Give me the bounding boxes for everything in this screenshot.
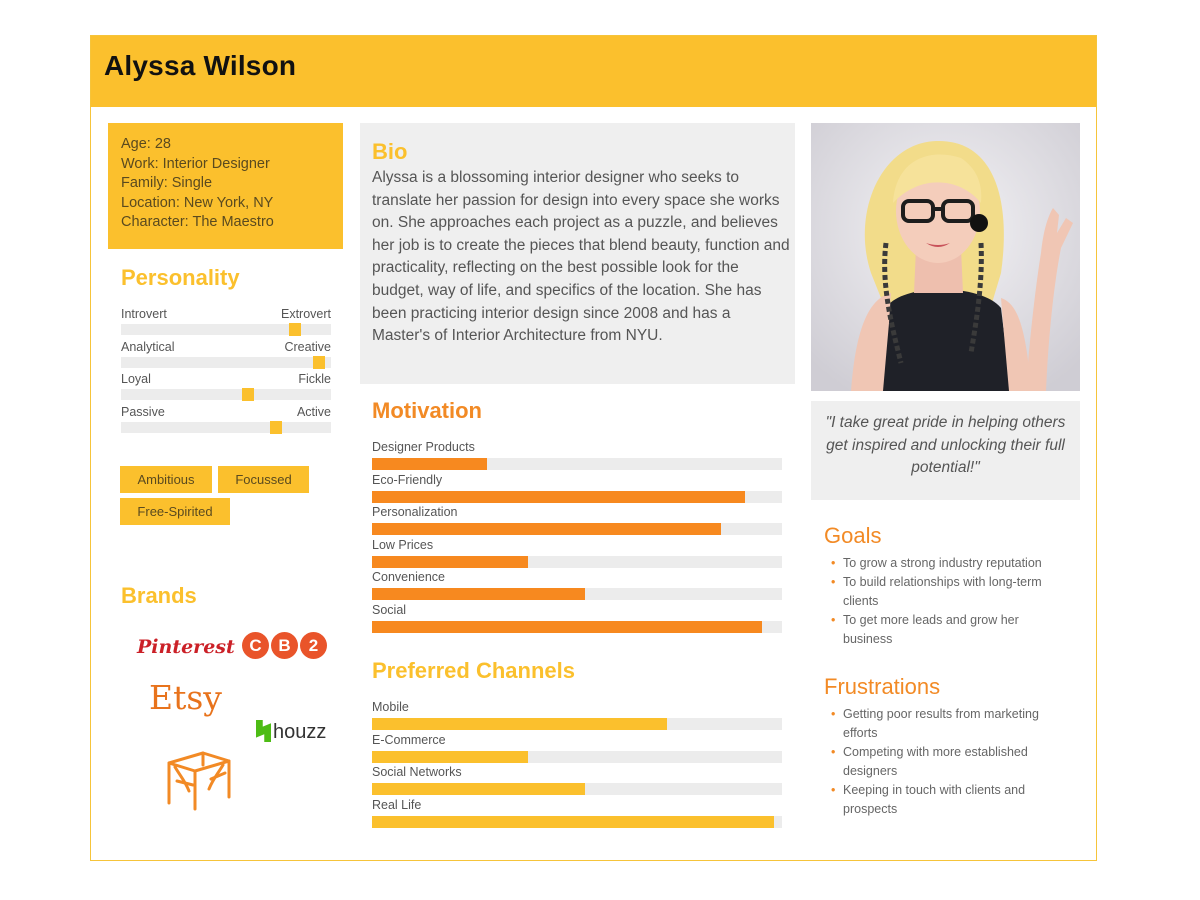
bar-fill xyxy=(372,783,585,795)
bar-label: Real Life xyxy=(372,797,422,812)
motivation-row xyxy=(372,570,782,603)
etsy-logo: Etsy xyxy=(149,678,222,717)
bar-fill xyxy=(372,491,745,503)
bar-fill xyxy=(372,751,528,763)
bar-label: Personalization xyxy=(372,505,458,520)
persona-quote: "I take great pride in helping others get inspired and unlocking their full potential!" xyxy=(811,401,1080,500)
trait-row xyxy=(121,306,331,339)
cb2-logo: C B 2 xyxy=(242,632,329,660)
bar-track xyxy=(372,816,782,828)
portrait-image xyxy=(811,123,1080,391)
character: Character: The Maestro xyxy=(121,214,274,231)
channel-row xyxy=(372,798,782,831)
trait-right-label: Fickle xyxy=(298,372,331,387)
bar-track xyxy=(372,621,782,633)
channel-row xyxy=(372,733,782,766)
bar-track xyxy=(372,783,782,795)
bar-track xyxy=(372,751,782,763)
channel-row xyxy=(372,765,782,798)
bar-label: Social Networks xyxy=(372,765,462,780)
motivation-row xyxy=(372,603,782,636)
bar-fill xyxy=(372,458,487,470)
work: Work: Interior Designer xyxy=(121,155,270,172)
bar-label: Convenience xyxy=(372,570,445,585)
bar-label: Eco-Friendly xyxy=(372,472,443,487)
trait-tag: Ambitious xyxy=(120,466,212,493)
frustration-item: • Keeping in touch with clients and prospects xyxy=(831,783,1026,816)
houzz-mark-icon xyxy=(256,720,271,742)
persona-name: Alyssa Wilson xyxy=(104,50,297,81)
trait-left-label: Passive xyxy=(121,405,165,420)
houzz-logo: houzz xyxy=(256,720,326,744)
frustration-item: • Getting poor results from marketing efforts xyxy=(831,707,1039,740)
bullet-icon: • xyxy=(831,707,836,721)
goals-title: Goals xyxy=(824,523,882,548)
trait-right-label: Extrovert xyxy=(280,307,331,321)
bar-fill xyxy=(372,718,667,730)
bullet-icon: • xyxy=(831,745,836,759)
persona-header xyxy=(91,36,1096,107)
bar-label: Social xyxy=(372,602,407,617)
motivation-title: Motivation xyxy=(372,398,482,423)
bar-fill xyxy=(372,556,528,568)
bar-track xyxy=(372,718,782,730)
age: Age: 28 xyxy=(121,136,171,152)
bio-title: Bio xyxy=(372,139,408,164)
personality-title: Personality xyxy=(121,265,240,290)
bio-text: Alyssa is a blossoming interior designer who seeks to translate her passion for design into every space she works on. She approaches each project as a puzzle, and believes her job is to create the pieces that blend beauty, function and practicality, reflecting on the best possible look for the budget, way of life, and specifics of the location. She has been practicing interior design since 2008 and has a Master's of Interior Architecture from NYU. xyxy=(372,169,790,345)
bullet-icon: • xyxy=(831,783,836,797)
family: Family: Single xyxy=(121,175,213,192)
chair-logo-icon xyxy=(163,741,235,813)
bar-track xyxy=(372,491,782,503)
persona-card xyxy=(90,35,1097,861)
bullet-icon: • xyxy=(831,575,836,589)
bullet-icon: • xyxy=(831,556,836,570)
goal-item: • To build relationships with long-term clients xyxy=(831,575,1042,608)
channels-bars xyxy=(372,700,782,830)
bar-fill xyxy=(372,523,721,535)
personality-sliders xyxy=(121,306,331,437)
trait-marker xyxy=(313,356,325,369)
motivation-row xyxy=(372,473,782,506)
motivation-bars xyxy=(372,440,782,636)
trait-tag: Focussed xyxy=(218,466,309,493)
bar-track xyxy=(372,458,782,470)
trait-track xyxy=(121,389,331,400)
channels-title: Preferred Channels xyxy=(372,658,575,683)
trait-left-label: Introvert xyxy=(121,307,167,321)
motivation-row xyxy=(372,440,782,473)
demographics-box xyxy=(108,123,343,249)
motivation-row xyxy=(372,505,782,538)
bar-fill xyxy=(372,816,774,828)
bar-label: Low Prices xyxy=(372,537,434,552)
trait-right-label: Active xyxy=(296,405,331,420)
location: Location: New York, NY xyxy=(121,194,274,211)
brands-title: Brands xyxy=(121,583,197,608)
trait-tag: Free-Spirited xyxy=(120,498,230,525)
frustration-item: • Competing with more established designers xyxy=(831,745,1028,778)
bullet-icon: • xyxy=(831,613,836,627)
trait-left-label: Loyal xyxy=(121,372,151,387)
trait-marker xyxy=(270,421,282,434)
motivation-row xyxy=(372,538,782,571)
bio-panel xyxy=(360,123,795,384)
frustrations-title: Frustrations xyxy=(824,674,941,699)
trait-track xyxy=(121,357,331,368)
trait-right-label: Creative xyxy=(284,339,331,354)
trait-track xyxy=(121,422,331,433)
trait-row xyxy=(121,339,331,372)
trait-row xyxy=(121,371,331,404)
trait-marker xyxy=(242,388,254,401)
bar-track xyxy=(372,556,782,568)
trait-left-label: Analytical xyxy=(121,339,175,354)
bar-label: E-Commerce xyxy=(372,732,446,747)
trait-marker xyxy=(289,323,301,336)
frustrations-list xyxy=(831,705,1056,819)
goals-list xyxy=(831,554,1056,649)
goal-item: • To grow a strong industry reputation xyxy=(831,554,1056,573)
pinterest-logo: Pinterest xyxy=(137,636,235,658)
bar-track xyxy=(372,588,782,600)
trait-row xyxy=(121,404,331,437)
bar-track xyxy=(372,523,782,535)
channel-row xyxy=(372,700,782,733)
persona-photo xyxy=(811,123,1080,391)
goal-item: • To get more leads and grow her business xyxy=(831,613,1019,646)
bar-fill xyxy=(372,588,585,600)
bar-fill xyxy=(372,621,762,633)
bar-label: Mobile xyxy=(372,700,409,714)
bar-label: Designer Products xyxy=(372,440,475,454)
